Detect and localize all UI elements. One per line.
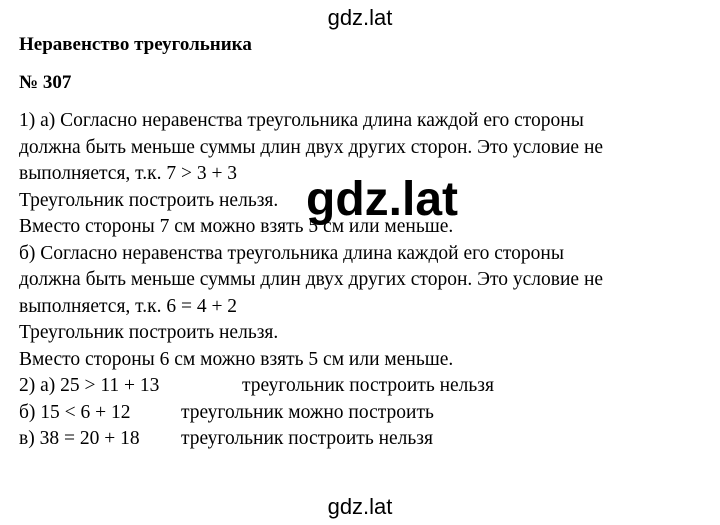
solution-line: Вместо стороны 7 см можно взять 5 см или меньше.: [19, 216, 454, 237]
solution-text: [19, 108, 709, 453]
comparison-result: треугольник можно построить: [181, 401, 434, 423]
solution-line: выполняется, т.к. 7 > 3 + 3: [19, 163, 238, 184]
watermark-top: gdz.lat: [327, 5, 393, 30]
page-title: Неравенство треугольника: [19, 34, 252, 55]
watermark-bottom: gdz.lat: [327, 494, 393, 519]
comparison-row: [19, 426, 709, 453]
solution-line: Треугольник построить нельзя.: [19, 322, 279, 343]
comparison-row: [19, 400, 709, 427]
solution-line: 1) а) Согласно неравенства треугольника длина каждой его стороны: [19, 110, 584, 131]
comparison-expression: б) 15 < 6 + 12: [19, 401, 131, 423]
solution-line: б) Согласно неравенства треугольника длина каждой его стороны: [19, 242, 564, 264]
solution-line: выполняется, т.к. 6 = 4 + 2: [19, 295, 238, 317]
solution-line: должна быть меньше суммы длин двух других сторон. Это условие не: [19, 269, 604, 290]
comparison-row: [19, 373, 709, 400]
exercise-number: № 307: [19, 72, 72, 93]
comparison-expression: в) 38 = 20 + 18: [19, 428, 140, 449]
watermark-center: gdz.lat: [306, 173, 458, 226]
comparison-expression: 2) а) 25 > 11 + 13: [19, 375, 160, 396]
comparison-result: треугольник построить нельзя: [242, 375, 494, 396]
solution-line: должна быть меньше суммы длин двух других сторон. Это условие не: [19, 136, 604, 158]
solution-line: Вместо стороны 6 см можно взять 5 см или меньше.: [19, 348, 454, 370]
comparison-result: треугольник построить нельзя: [181, 428, 433, 449]
solution-line: Треугольник построить нельзя.: [19, 189, 279, 211]
